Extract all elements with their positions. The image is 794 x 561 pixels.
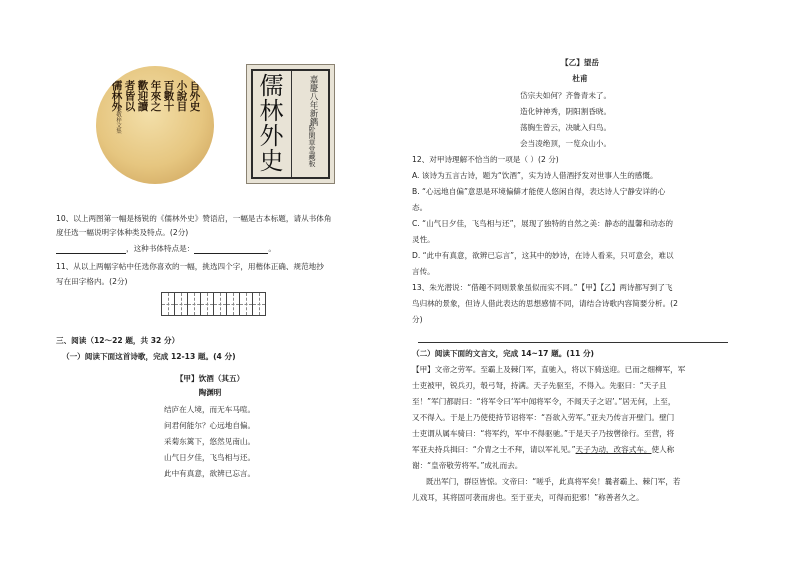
- calligraphy-col: 者皆以: [123, 80, 136, 112]
- poem1-line: 山气日夕佳，飞鸟相与还。: [164, 453, 256, 462]
- poem2-title: 【乙】望岳: [561, 58, 599, 67]
- prose-line: 儿戏耳，其将固可袭而虏也。至于亚夫，可得而犯邪！”称善者久之。: [412, 493, 644, 502]
- tianzige-grid[interactable]: [162, 292, 266, 316]
- poem1-line: 问君何能尔？心远地自偏。: [164, 421, 256, 430]
- prose-text: 军亚夫持兵揖曰：“介胄之士不拜，请以军礼见。”: [412, 445, 576, 454]
- cover-date: 嘉慶八年新鐫: [308, 75, 318, 126]
- q13-line1: 13、朱光潜说：“借趣不同则景象虽似而实不同。”【甲】【乙】两诗都写到了飞: [412, 283, 673, 292]
- q12-option-d-cont: 言传。: [412, 267, 435, 276]
- prose-line: 至！”军门都尉曰：“将军令曰‘军中闻将军令，不闻天子之诏’。”居无何，上至，: [412, 397, 676, 406]
- poem2-line: 荡胸生曾云，决眦入归鸟。: [520, 123, 612, 132]
- q12-option-a: A. 该诗为五言古诗，题为“饮酒”，实为诗人借酒抒发对世事人生的感慨。: [412, 171, 658, 180]
- q12-option-d: D. “此中有真意，欲辨已忘言”，这其中的妙诗，在诗人看来，只可意会，难以: [412, 251, 674, 260]
- grid-cell[interactable]: [187, 292, 201, 316]
- prose-line: 士吏谓从属车骑曰：“将军约，军中不得驱驰。”于是天子乃按辔徐行。至营，将: [412, 429, 675, 438]
- answer-line[interactable]: [418, 342, 728, 343]
- prose-line: 士吏被甲，锐兵刃，彀弓弩，持满。天子先驱至，不得入。先驱曰：“天子且: [412, 381, 667, 390]
- poem2-line: 造化钟神秀，阴阳割昏晓。: [520, 107, 612, 116]
- prose-line: 谢：“皇帝敬劳将军。”成礼而去。: [412, 461, 523, 470]
- grid-cell[interactable]: [200, 292, 214, 316]
- cover-publisher: 卧閑草堂藏板: [308, 125, 316, 167]
- q10-line3-text: ，这种书体特点是：: [126, 244, 195, 253]
- prose-line: 既出军门，群臣皆惊。文帝曰：“嗟乎，此真将军矣！曩者霸上、棘门军，若: [426, 477, 681, 486]
- poem1-author: 陶渊明: [198, 388, 222, 397]
- grid-cell[interactable]: [239, 292, 253, 316]
- prose-underlined-phrase: 天子为动，改容式车。: [575, 445, 652, 454]
- poem1-line: 此中有真意，欲辨已忘言。: [164, 469, 256, 478]
- section3-heading: 三、阅读（12～22 题，共 32 分）: [56, 336, 180, 345]
- q10-line2: 度任选一幅说明字体种类及特点。(2分): [56, 228, 189, 237]
- q12-option-c: C. “山气日夕佳，飞鸟相与还”，展现了独特的自然之美：静态的温馨和动态的: [412, 219, 673, 228]
- cover-divider: [291, 71, 292, 177]
- poem1-line: 采菊东篱下，悠然见南山。: [164, 437, 256, 446]
- sub2-heading: （二）阅读下面的文言文，完成 14~17 题。(11 分): [412, 349, 595, 358]
- poem2-line: 岱宗夫如何？齐鲁青未了。: [520, 91, 612, 100]
- poem2-author: 杜甫: [572, 74, 588, 83]
- prose-line-6: [412, 445, 674, 455]
- prose-text-tail: 使人称: [651, 445, 675, 454]
- poem1-line: 结庐在人境，而无车马喧。: [164, 405, 256, 414]
- q12-option-c-cont: 灵性。: [412, 235, 435, 244]
- q12-option-b: B. “心远地自偏”意思是环境偏僻才能使人悠闲自得，表达诗人宁静安详的心: [412, 187, 666, 196]
- calligraphy-col: 小說目: [175, 80, 188, 112]
- calligraphy-col: 歡迎讀: [136, 80, 149, 112]
- q13-line2: 鸟归林的景象，但诗人借此表达的思想感情不同，请结合诗歌内容简要分析。(2: [412, 299, 678, 308]
- grid-cell[interactable]: [252, 292, 266, 316]
- calligraphy-signature: 吳敬梓文集: [115, 106, 121, 134]
- calligraphy-col: 年來之: [149, 80, 162, 112]
- calligraphy-col: 自外史: [188, 80, 201, 112]
- grid-cell[interactable]: [213, 292, 227, 316]
- prose-line: 又不得入。于是上乃使使持节诏将军：“吾欲入劳军。”亚夫乃传言开壁门。壁门: [412, 413, 675, 422]
- calligraphy-col: 百數十: [162, 80, 175, 112]
- book-cover-image: [246, 64, 335, 184]
- poem1-title: 【甲】饮酒（其五）: [175, 374, 245, 383]
- q12-option-b-cont: 态。: [412, 203, 428, 212]
- grid-cell[interactable]: [174, 292, 188, 316]
- poem2-line: 会当凌绝顶，一览众山小。: [520, 139, 612, 148]
- cover-title: 儒林外史: [255, 73, 283, 173]
- q11-line2: 写在田字格内。(2分): [56, 277, 128, 286]
- grid-cell[interactable]: [161, 292, 175, 316]
- prose-line: 【甲】文帝之劳军。至霸上及棘门军，直驰入，将以下骑送迎。已而之细柳军，军: [412, 365, 686, 374]
- sub1-heading: （一）阅读下面这首诗歌，完成 12-13 题。(4 分): [62, 352, 236, 361]
- q10-answer-blank-1[interactable]: [56, 245, 126, 254]
- q10-answer-blank-2[interactable]: [194, 245, 268, 254]
- q10-line1: 10、以上两图第一幅是杨锐的《儒林外史》赞语启，一幅是古本标题，请从书体角: [56, 214, 332, 223]
- q11-line1: 11、从以上两幅字帖中任选你喜欢的一幅，挑选四个字，用楷体正确、规范地抄: [56, 262, 324, 271]
- q13-line3: 分): [412, 315, 423, 324]
- grid-cell[interactable]: [226, 292, 240, 316]
- calligraphy-col: 儒林外: [110, 80, 123, 112]
- calligraphy-columns: [110, 80, 200, 170]
- calligraphy-image: [96, 66, 214, 184]
- q12: 12、对甲诗理解不恰当的一项是（ ）(2 分): [412, 155, 559, 164]
- q10-line3: ，这种书体特点是： 。: [56, 244, 276, 254]
